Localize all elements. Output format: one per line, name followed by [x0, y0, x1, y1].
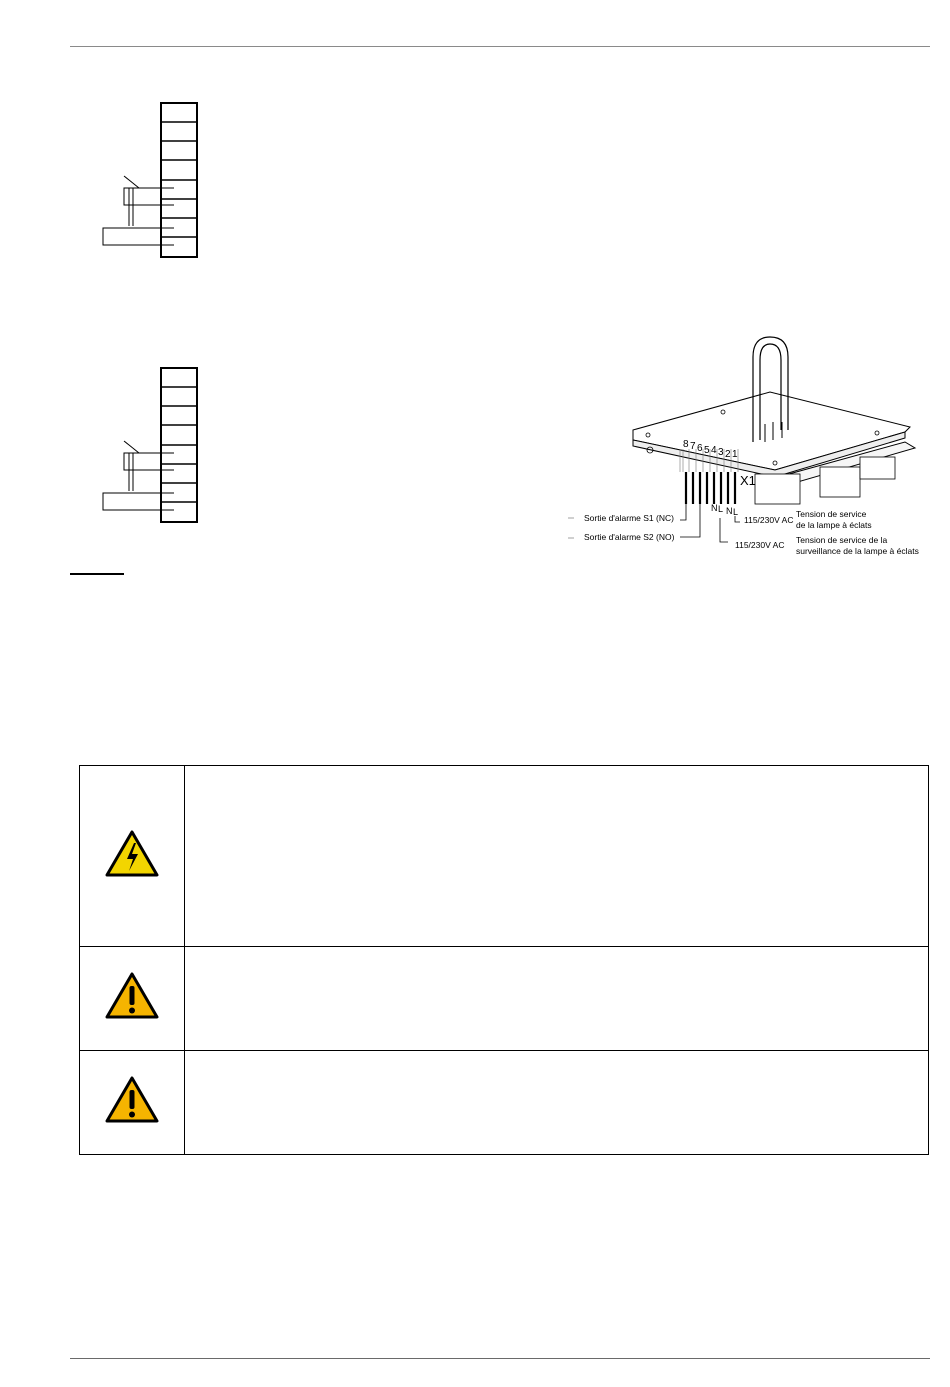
pin-number-1: 1 [732, 449, 738, 460]
pin-letter-n-2: N [726, 506, 733, 516]
pin-number-5: 5 [704, 445, 710, 456]
warning-icon-cell [80, 947, 185, 1051]
pin-number-3: 3 [718, 447, 724, 458]
warning-text [185, 947, 929, 1051]
caution-icon [104, 1075, 160, 1130]
service-lamp-label-line2: de la lampe à éclats [796, 520, 872, 530]
alarm-s1-label: Sortie d'alarme S1 (NC) [584, 513, 674, 523]
warning-text [185, 1051, 929, 1155]
warning-row-electrical [80, 766, 929, 947]
pin-number-7: 7 [690, 441, 696, 452]
pin-number-2: 2 [725, 449, 731, 460]
pin-number-8: 8 [683, 439, 689, 450]
voltage-label-2: 115/230V AC [735, 540, 785, 550]
warning-icon-cell [80, 1051, 185, 1155]
terminal-block-diagram-1 [95, 100, 205, 262]
terminal-block-diagram-2 [95, 365, 205, 527]
monitor-label-line2: surveillance de la lampe à éclats [796, 546, 919, 556]
electrical-hazard-icon [104, 829, 160, 884]
pin-number-4: 4 [711, 445, 717, 456]
connector-label: X1 [740, 473, 756, 488]
pin-letter-l-1: L [718, 504, 724, 514]
voltage-label-1: 115/230V AC [744, 515, 794, 525]
alarm-s2-label: Sortie d'alarme S2 (NO) [584, 532, 675, 542]
service-lamp-label-line1: Tension de service [796, 509, 867, 519]
caution-icon [104, 971, 160, 1026]
pin-number-6: 6 [697, 443, 703, 454]
legend-underline [70, 573, 124, 575]
warning-text [185, 766, 929, 947]
warning-icon-cell [80, 766, 185, 947]
warning-row-caution-1 [80, 947, 929, 1051]
warning-row-caution-2 [80, 1051, 929, 1155]
pin-letter-n-1: N [711, 503, 718, 513]
pin-letter-l-2: L [733, 507, 739, 517]
safety-warnings-table [79, 765, 929, 1155]
pcb-board-illustration [560, 332, 935, 562]
header-rule [70, 46, 930, 47]
monitor-label-line1: Tension de service de la [796, 535, 888, 545]
footer-rule [70, 1358, 930, 1359]
